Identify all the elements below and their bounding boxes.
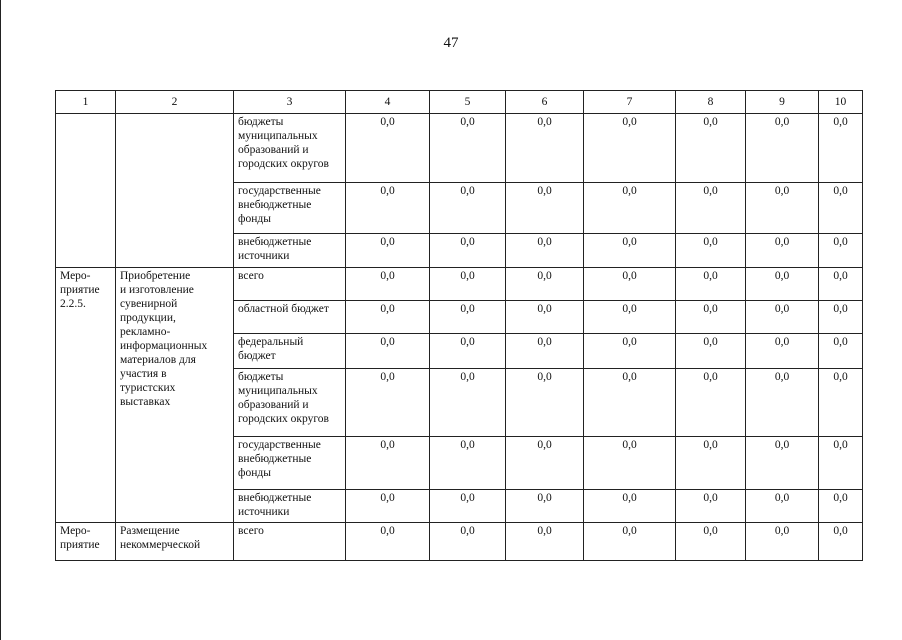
value-cell: 0,0 — [506, 334, 584, 369]
table-row — [56, 268, 863, 301]
table-body — [56, 91, 863, 561]
table-row — [56, 114, 863, 183]
value-cell: 0,0 — [346, 268, 430, 301]
value-cell: 0,0 — [430, 369, 506, 437]
header-cell: 10 — [819, 91, 863, 114]
measure-description-cell — [116, 114, 234, 268]
measure-id-cell: Меро- приятие 2.2.5. — [56, 268, 116, 523]
page-number: 47 — [443, 35, 459, 51]
value-cell: 0,0 — [346, 523, 430, 561]
value-cell: 0,0 — [746, 268, 819, 301]
value-cell: 0,0 — [819, 234, 863, 268]
value-cell: 0,0 — [430, 490, 506, 523]
measure-id-cell — [56, 114, 116, 268]
value-cell: 0,0 — [819, 437, 863, 490]
value-cell: 0,0 — [506, 268, 584, 301]
header-cell: 5 — [430, 91, 506, 114]
value-cell: 0,0 — [676, 523, 746, 561]
value-cell: 0,0 — [819, 301, 863, 334]
measure-description-cell: Размещение некоммерческой — [116, 523, 234, 561]
funding-source-cell: внебюджетные источники — [234, 490, 346, 523]
header-cell: 2 — [116, 91, 234, 114]
funding-source-cell: бюджеты муниципальных образований и городских округов — [234, 369, 346, 437]
funding-source-cell: областной бюджет — [234, 301, 346, 334]
value-cell: 0,0 — [584, 234, 676, 268]
value-cell: 0,0 — [746, 301, 819, 334]
measure-id-cell: Меро- приятие — [56, 523, 116, 561]
value-cell: 0,0 — [746, 490, 819, 523]
value-cell: 0,0 — [819, 490, 863, 523]
value-cell: 0,0 — [430, 334, 506, 369]
header-cell: 3 — [234, 91, 346, 114]
value-cell: 0,0 — [430, 268, 506, 301]
value-cell: 0,0 — [346, 301, 430, 334]
value-cell: 0,0 — [819, 334, 863, 369]
value-cell: 0,0 — [430, 523, 506, 561]
value-cell: 0,0 — [430, 183, 506, 234]
value-cell: 0,0 — [676, 183, 746, 234]
value-cell: 0,0 — [676, 334, 746, 369]
funding-source-cell: государственные внебюджетные фонды — [234, 183, 346, 234]
value-cell: 0,0 — [346, 334, 430, 369]
value-cell: 0,0 — [506, 437, 584, 490]
value-cell: 0,0 — [676, 234, 746, 268]
value-cell: 0,0 — [676, 301, 746, 334]
value-cell: 0,0 — [584, 437, 676, 490]
value-cell: 0,0 — [676, 490, 746, 523]
value-cell: 0,0 — [430, 234, 506, 268]
funding-source-cell: внебюджетные источники — [234, 234, 346, 268]
value-cell: 0,0 — [506, 114, 584, 183]
value-cell: 0,0 — [584, 490, 676, 523]
header-cell: 1 — [56, 91, 116, 114]
header-cell: 6 — [506, 91, 584, 114]
value-cell: 0,0 — [506, 234, 584, 268]
funding-source-cell: всего — [234, 523, 346, 561]
value-cell: 0,0 — [746, 369, 819, 437]
header-cell: 7 — [584, 91, 676, 114]
value-cell: 0,0 — [584, 523, 676, 561]
value-cell: 0,0 — [819, 114, 863, 183]
value-cell: 0,0 — [430, 437, 506, 490]
value-cell: 0,0 — [584, 334, 676, 369]
value-cell: 0,0 — [819, 268, 863, 301]
funding-source-cell: государственные внебюджетные фонды — [234, 437, 346, 490]
header-cell: 8 — [676, 91, 746, 114]
value-cell: 0,0 — [506, 490, 584, 523]
value-cell: 0,0 — [746, 183, 819, 234]
value-cell: 0,0 — [746, 437, 819, 490]
value-cell: 0,0 — [346, 490, 430, 523]
value-cell: 0,0 — [746, 234, 819, 268]
header-row — [56, 91, 863, 114]
value-cell: 0,0 — [346, 183, 430, 234]
value-cell: 0,0 — [676, 369, 746, 437]
measure-description-cell: Приобретение и изготовление сувенирной продукции, рекламно- информационных материалов для участия в туристских выставках — [116, 268, 234, 523]
header-cell: 4 — [346, 91, 430, 114]
funding-source-cell: всего — [234, 268, 346, 301]
value-cell: 0,0 — [430, 301, 506, 334]
value-cell: 0,0 — [584, 183, 676, 234]
value-cell: 0,0 — [584, 369, 676, 437]
funding-source-cell: федеральный бюджет — [234, 334, 346, 369]
value-cell: 0,0 — [746, 114, 819, 183]
value-cell: 0,0 — [676, 114, 746, 183]
value-cell: 0,0 — [584, 301, 676, 334]
value-cell: 0,0 — [346, 234, 430, 268]
value-cell: 0,0 — [346, 437, 430, 490]
value-cell: 0,0 — [584, 268, 676, 301]
value-cell: 0,0 — [676, 437, 746, 490]
header-cell: 9 — [746, 91, 819, 114]
value-cell: 0,0 — [346, 114, 430, 183]
value-cell: 0,0 — [819, 369, 863, 437]
table-row — [56, 523, 863, 561]
value-cell: 0,0 — [676, 268, 746, 301]
value-cell: 0,0 — [746, 523, 819, 561]
value-cell: 0,0 — [819, 183, 863, 234]
value-cell: 0,0 — [506, 183, 584, 234]
page-left-edge — [0, 0, 1, 640]
value-cell: 0,0 — [346, 369, 430, 437]
value-cell: 0,0 — [506, 523, 584, 561]
value-cell: 0,0 — [584, 114, 676, 183]
budget-table — [55, 90, 863, 561]
value-cell: 0,0 — [506, 301, 584, 334]
value-cell: 0,0 — [819, 523, 863, 561]
value-cell: 0,0 — [430, 114, 506, 183]
funding-source-cell: бюджеты муниципальных образований и городских округов — [234, 114, 346, 183]
value-cell: 0,0 — [746, 334, 819, 369]
value-cell: 0,0 — [506, 369, 584, 437]
